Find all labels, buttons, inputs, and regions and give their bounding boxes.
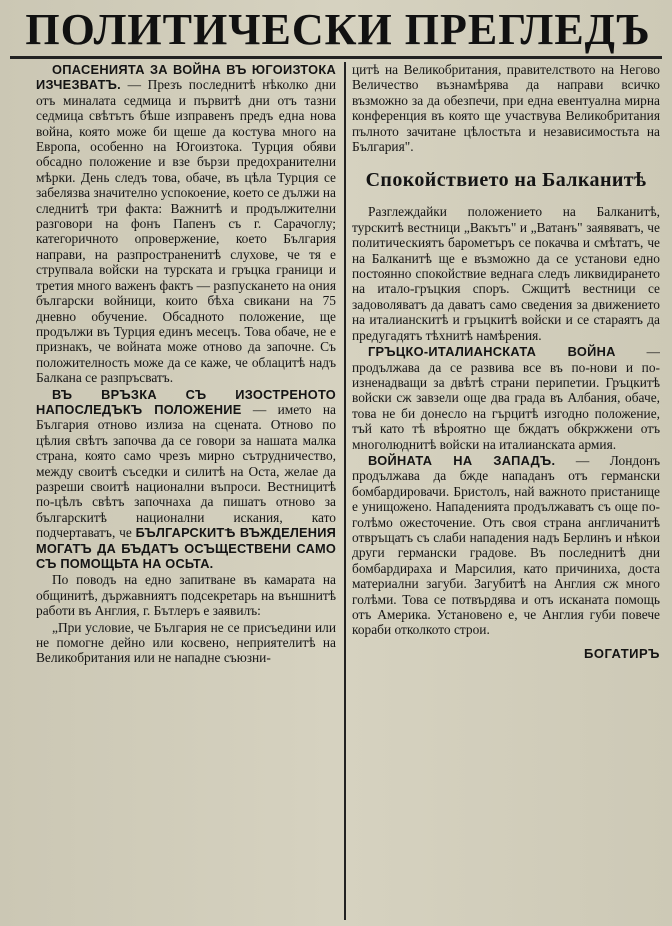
column-divider <box>344 62 346 920</box>
headline-greco-italian-war: ГРЪЦКО-ИТАЛИАНСКАТА ВОЙНА <box>368 344 616 360</box>
paragraph-text: — продължава да се развива все въ по-нови и по-изненадващи за двѣтѣ страни перипетии. Гръцкитѣ войски сж завзели още два града въ Албания, обаче, това не би донесло на гърцитѣ изгодно положение, тъй като тѣ вѣроятно ще бждатъ обкржжени отъ многолюднитѣ войски на италианската армия. <box>352 344 660 452</box>
paragraph-turkish-press <box>352 204 660 343</box>
headline-war-fears: ОПАСЕНИЯТА ЗА ВОЙНА ВЪ ЮГОИЗТОКА ИЗЧЕЗВАТЪ. <box>36 62 336 93</box>
masthead-title: ПОЛИТИЧЕСКИ ПРЕГЛЕДЪ <box>25 5 651 54</box>
paragraph-butler-quote-continued <box>352 62 660 154</box>
paragraph-text: — името на България отново излиза на сцената. Отново по цѣлия свѣтъ започва да се говори за нашата малка страна, която само чрезъ мирно сътрудничество, между своитѣ съседки и силитѣ на Оста, желае да разреши своитѣ национални въпроси. Вестницитѣ по-цѣлъ свѣтъ започнаха да пишатъ отново за българскитѣ национални искания, като подчертаватъ, че <box>36 401 336 541</box>
subheading-balkan-calm: Спокойствието на Балканитѣ <box>365 169 647 192</box>
left-column <box>36 62 336 922</box>
paragraph-butler-quote <box>36 620 336 666</box>
masthead-rule <box>10 56 662 59</box>
headline-bulgaria-position: ВЪ ВРЪЗКА СЪ ИЗОСТРЕНОТО НАПОСЛЕДЪКЪ ПОЛОЖЕНИЕ <box>36 386 336 417</box>
paragraph-text: цитѣ на Великобритания, правителството на Негово Величество възнамѣрява да направи всичко възможно за да обезпечи, при една евентуална мирна конференция въ която ще участвува Великобритания пълното зачитане цѣлостьта и независимостьта на България". <box>352 62 660 155</box>
paragraph-text: По поводъ на едно запитване въ камарата на общинитѣ, държавниятъ подсекретарь на външнитѣ работи въ Англия, г. Бътлеръ е заявилъ: <box>36 572 336 619</box>
emphasis-axis-help: БЪЛГАРСКИТѢ ВЪЖДЕЛЕНИЯ МОГАТЪ ДА БЪДАТЪ ОСЪЩЕСТВЕНИ САМО СЪ ПОМОЩЬТА НА ОСЬТА. <box>36 525 336 571</box>
headline-war-in-west: ВОЙНАТА НА ЗАПАДЪ. <box>368 452 556 468</box>
paragraph-text: Разглеждайки положението на Балканитѣ, турскитѣ вестници „Вакътъ" и „Ватанъ" заявяватъ, че политическиятъ барометъръ се покачва и смѣтатъ, че на Балканитѣ ще е възможно да се установи едно постоянно спокойствие веднага следъ ликвидирането на итало-гръцкия споръ. Сжщитѣ вестници се задоволяватъ да даватъ само сведения за движението на италианскитѣ и гръцкитѣ войски и се стараятъ да предугадятъ тѣхнитѣ намѣрения. <box>352 204 660 343</box>
article-war-in-west <box>352 453 660 638</box>
article-greco-italian-war <box>352 344 660 452</box>
article-bulgaria-position <box>36 387 336 572</box>
article-balkan-war-fears <box>36 62 336 386</box>
paragraph-text: „При условие, че България не се присъедини или не помогне дейно или косвено, неприятелитѣ на Великобритания или не нападне съюзни- <box>36 619 336 666</box>
paragraph-commons-question <box>36 572 336 618</box>
paragraph-text: — Презъ последнитѣ нѣколко дни отъ миналата седмица и първитѣ дни отъ тазни седмица свѣтътъ бѣше изправенъ предъ една нова война, която може би щеше да костува много на Европа, особенно на Югоизтока. Турция обяви обсадно положение и взе бързи предохранителни мѣрки. День следъ това, обаче, въ цѣла Турция се забелязва значително успокоение, което се дължи на следнитѣ три факта: Важнитѣ и продължителни разговори на фонъ Папенъ съ г. Сарачоглу; категоричното опровержение, което България направи, на разпространенитѣ слухове, че тя е струпвала войски на турската и гръцка граници и третия много важенъ фактъ — разпускането на ония български войници, които бѣха свикани на 75 дневно обучение. Обсадното положение, ще продължи въ Турция единъ месецъ. Това обаче, не е признакъ, че войната може отново да започне. Съ положителность може да се каже, че облацитѣ надъ Балкана се разпръсватъ. <box>36 77 336 386</box>
paragraph-text: — Лондонъ продължава да бжде нападанъ отъ германски бомбардировачи. Бристолъ, най важното пристанище е унищожено. Нападенията продължаватъ съ още по-голѣмо ожесточение. Отъ своя страна англичанитѣ отвръщатъ съ слаби нападения надъ Берлинъ и нѣкои други германски градове. Въ последнитѣ дни бомбардираха и Марсилия, като причиниха, доста материални загуби. Загубитѣ на Англия сж много голѣми. Това се потвърдява и отъ исканата помощь отъ Америка. Установено е, че Англия губи повече кораби отколкото строи. <box>352 452 660 638</box>
author-signature: БОГАТИРЪ <box>583 645 660 661</box>
right-column <box>352 62 660 922</box>
